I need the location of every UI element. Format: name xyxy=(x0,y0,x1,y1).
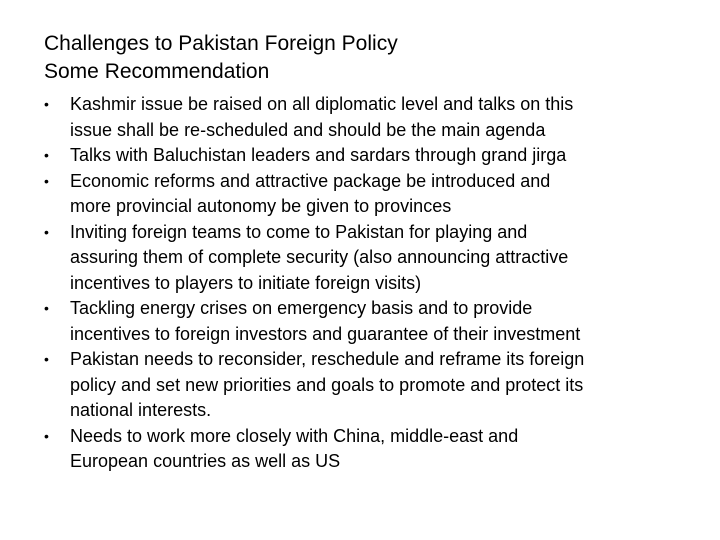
bullet-icon: • xyxy=(44,300,49,316)
bullet-icon: • xyxy=(44,351,49,367)
bullet-text-line: Pakistan needs to reconsider, reschedule and reframe its foreign xyxy=(70,349,585,369)
bullet-text-line: Needs to work more closely with China, middle-east and xyxy=(70,425,519,446)
bullet-item-kashmir xyxy=(44,92,710,143)
bullet-text-line: incentives to players to initiate foreign visits) xyxy=(70,272,422,293)
bullet-text-line: policy and set new priorities and goals to promote and protect its xyxy=(70,374,584,395)
bullet-text-line: Tackling energy crises on emergency basis and to provide xyxy=(70,298,533,318)
bullet-text-line: European countries as well as US xyxy=(70,451,341,471)
bullet-item-energy-crises xyxy=(44,296,710,347)
bullet-text-line: incentives to foreign investors and guarantee of their investment xyxy=(70,323,581,344)
bullet-icon: • xyxy=(44,427,49,444)
bullet-item-cooperation xyxy=(44,424,710,475)
bullet-item-economic-reforms xyxy=(44,169,710,220)
bullet-text-line: national interests. xyxy=(70,400,212,420)
bullet-icon: • xyxy=(44,96,49,112)
bullet-text-line: Talks with Baluchistan leaders and sardars through grand jirga xyxy=(70,145,567,165)
bullet-text-line: assuring them of complete security (also announcing attractive xyxy=(70,247,569,267)
bullet-text-line: Inviting foreign teams to come to Pakistan for playing and xyxy=(70,221,528,242)
bullet-icon: • xyxy=(44,172,49,189)
bullet-icon: • xyxy=(44,223,49,240)
bullet-icon: • xyxy=(44,147,49,163)
bullet-item-foreign-policy xyxy=(44,347,710,424)
bullet-text-line: Kashmir issue be raised on all diplomatic level and talks on this xyxy=(70,94,574,114)
bullet-text-line: more provincial autonomy be given to provinces xyxy=(70,196,452,216)
title-line-2: Some Recommendation xyxy=(44,60,270,83)
bullet-item-foreign-teams xyxy=(44,220,710,297)
bullet-item-baluchistan xyxy=(44,143,710,169)
bullet-text-line: Economic reforms and attractive package be introduced and xyxy=(70,170,551,191)
slide-title xyxy=(44,30,684,86)
bullet-list xyxy=(44,92,710,475)
bullet-text-line: issue shall be re-scheduled and should be the main agenda xyxy=(70,119,546,140)
title-line-1: Challenges to Pakistan Foreign Policy xyxy=(44,32,398,55)
